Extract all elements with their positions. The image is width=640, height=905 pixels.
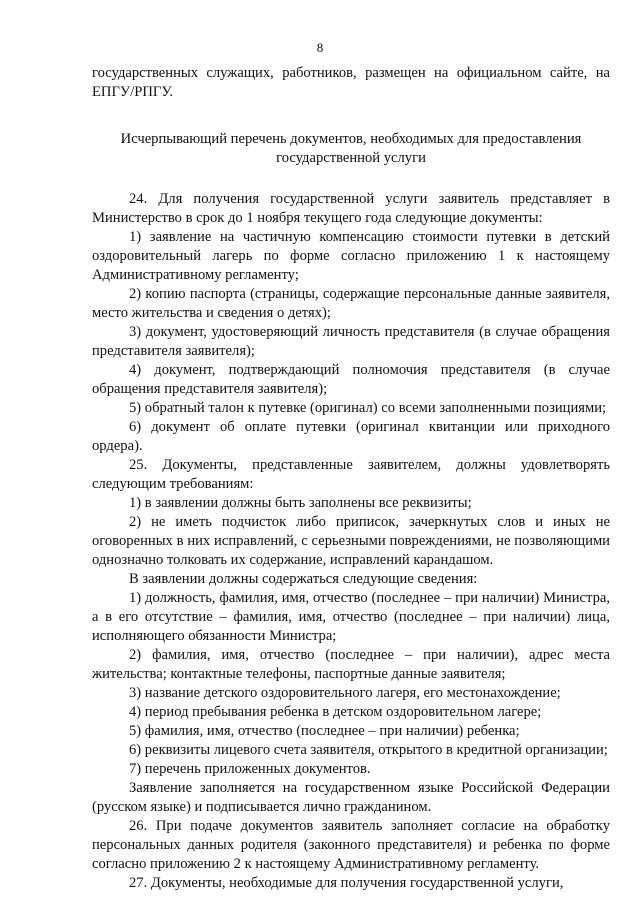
paragraph-26: 26. При подаче документов заявитель заполняет согласие на обработку персональных данных родителя (законного представителя) и ребенка по форме согласно приложению 2 к настоящему Административному регламенту. <box>92 818 610 872</box>
paragraph-application-info: В заявлении должны содержаться следующие сведения: <box>129 571 478 587</box>
list-item: 3) название детского оздоровительного лагеря, его местонахождение; <box>129 685 561 701</box>
list-item: 3) документ, удостоверяющий личность представителя (в случае обращения представителя заявителя); <box>92 324 610 359</box>
list-item: 2) фамилия, имя, отчество (последнее – при наличии), адрес места жительства; контактные телефоны, паспортные данные заявителя; <box>92 647 610 682</box>
list-item: 6) реквизиты лицевого счета заявителя, открытого в кредитной организации; <box>129 742 608 758</box>
list-item: 2) не иметь подчисток либо приписок, зачеркнутых слов и иных не оговоренных в них исправлений, с серьезными повреждениями, не позволяющими однозначно толковать их содержание, исправлений карандашом. <box>92 514 610 568</box>
list-item: 5) фамилия, имя, отчество (последнее – при наличии) ребенка; <box>129 723 520 739</box>
list-item: 4) документ, подтверждающий полномочия представителя (в случае обращения представителя заявителя); <box>92 362 610 397</box>
section-heading: Исчерпывающий перечень документов, необходимых для предоставления государственной услуги <box>120 131 582 166</box>
paragraph-language: Заявление заполняется на государственном языке Российской Федерации (русском языке) и подписывается лично гражданином. <box>92 780 610 815</box>
list-item: 7) перечень приложенных документов. <box>129 761 371 777</box>
list-item: 2) копию паспорта (страницы, содержащие персональные данные заявителя, место жительства и сведения о детях); <box>92 286 610 321</box>
paragraph-27: 27. Документы, необходимые для получения государственной услуги, <box>129 875 564 891</box>
document-body <box>92 64 610 893</box>
list-item: 5) обратный талон к путевке (оригинал) со всеми заполненными позициями; <box>129 400 607 416</box>
paragraph-24: 24. Для получения государственной услуги заявитель представляет в Министерство в срок до 1 ноября текущего года следующие документы: <box>92 191 610 226</box>
list-item: 4) период пребывания ребенка в детском оздоровительном лагере; <box>129 704 542 720</box>
list-item: 1) в заявлении должны быть заполнены все реквизиты; <box>129 495 472 511</box>
paragraph-25: 25. Документы, представленные заявителем, должны удовлетворять следующим требованиям: <box>92 457 610 492</box>
list-item: 1) заявление на частичную компенсацию стоимости путевки в детский оздоровительный лагерь по форме согласно приложению 1 к настоящему Административному регламенту; <box>92 229 610 283</box>
intro-paragraph: государственных служащих, работников, размещен на официальном сайте, на ЕПГУ/РПГУ. <box>92 65 610 100</box>
list-item: 6) документ об оплате путевки (оригинал квитанции или приходного ордера). <box>92 419 610 454</box>
list-item: 1) должность, фамилия, имя, отчество (последнее – при наличии) Министра, а в его отсутствие – фамилия, имя, отчество (последнее – при наличии) лица, исполняющего обязанности Министра; <box>92 590 610 644</box>
page-number: 8 <box>316 40 324 55</box>
